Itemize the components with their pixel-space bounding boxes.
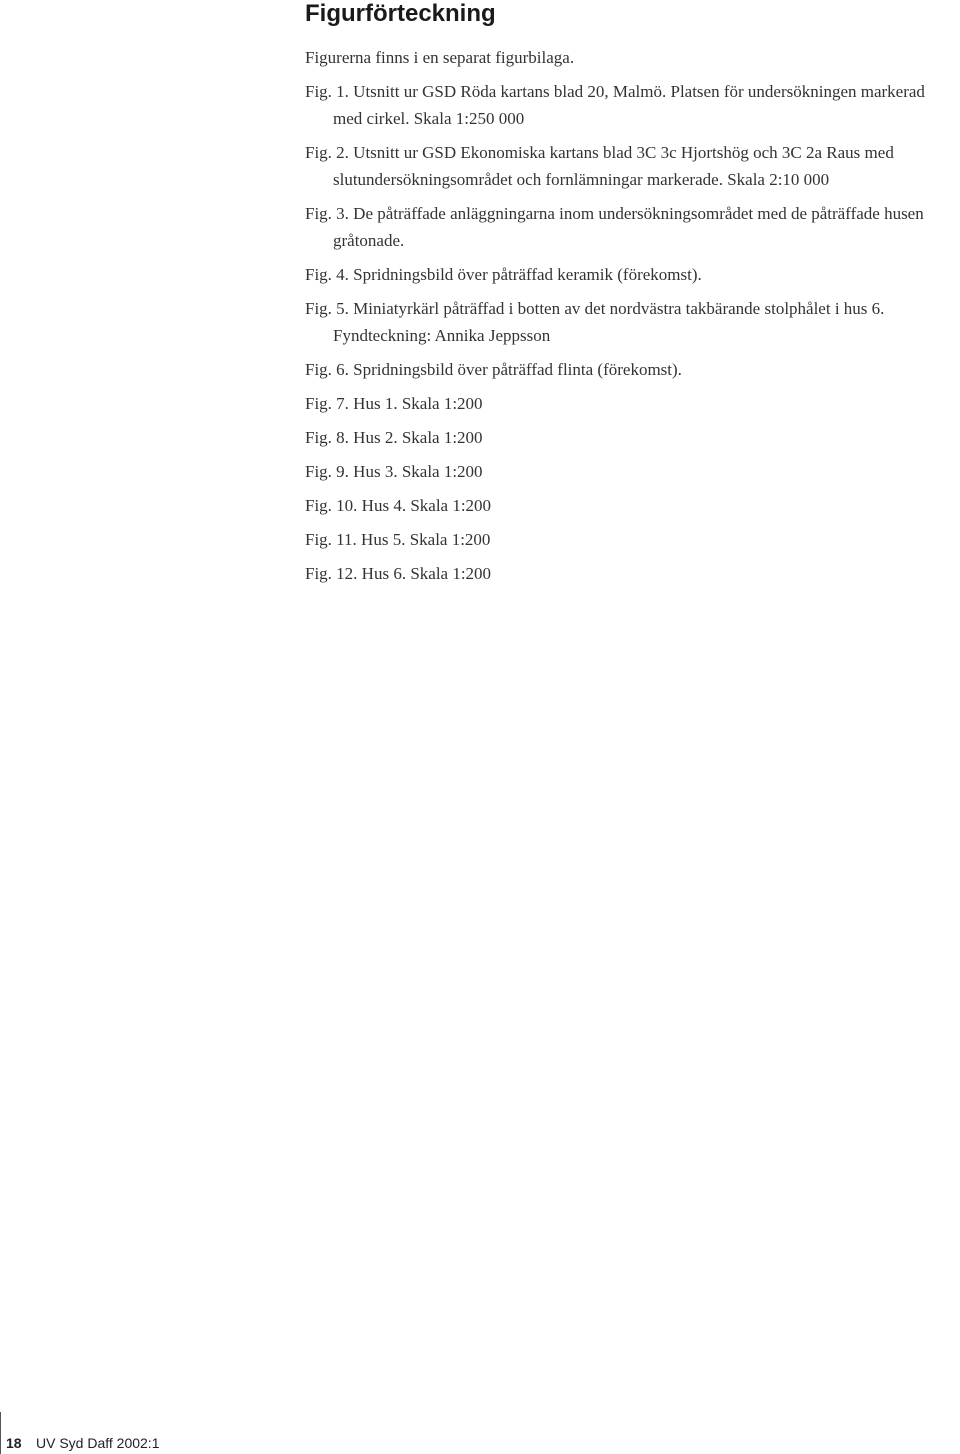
figure-item-5: Fig. 5. Miniatyrkärl påträffad i botten av det nordvästra takbärande stolphålet i hus 6. Fyndteckning: Annika Jeppsson — [305, 299, 885, 345]
figure-item-7: Fig. 7. Hus 1. Skala 1:200 — [305, 394, 483, 413]
figure-item-9: Fig. 9. Hus 3. Skala 1:200 — [305, 462, 483, 481]
figure-item-6: Fig. 6. Spridningsbild över påträffad flinta (förekomst). — [305, 360, 682, 379]
publication-name: UV Syd Daff 2002:1 — [36, 1435, 160, 1451]
intro-text: Figurerna finns i en separat figurbilaga. — [305, 48, 575, 67]
page-footer — [0, 1433, 960, 1454]
figure-item-8: Fig. 8. Hus 2. Skala 1:200 — [305, 428, 483, 447]
figure-item-1: Fig. 1. Utsnitt ur GSD Röda kartans blad 20, Malmö. Platsen för undersökningen markerad med cirkel. Skala 1:250 000 — [305, 82, 925, 128]
page-number: 18 — [6, 1435, 22, 1451]
page-title: Figurförteckning — [305, 0, 496, 27]
figure-list — [305, 78, 955, 594]
figure-item-3: Fig. 3. De påträffade anläggningarna inom undersökningsområdet med de påträffade husen gråtonade. — [305, 204, 924, 250]
figure-item-2: Fig. 2. Utsnitt ur GSD Ekonomiska kartans blad 3C 3c Hjortshög och 3C 2a Raus med slutundersökningsområdet och fornlämningar markerade. Skala 2:10 000 — [305, 143, 894, 189]
figure-item-10: Fig. 10. Hus 4. Skala 1:200 — [305, 496, 492, 515]
figure-item-4: Fig. 4. Spridningsbild över påträffad keramik (förekomst). — [305, 265, 702, 284]
figure-item-12: Fig. 12. Hus 6. Skala 1:200 — [305, 564, 492, 583]
figure-item-11: Fig. 11. Hus 5. Skala 1:200 — [305, 530, 491, 549]
